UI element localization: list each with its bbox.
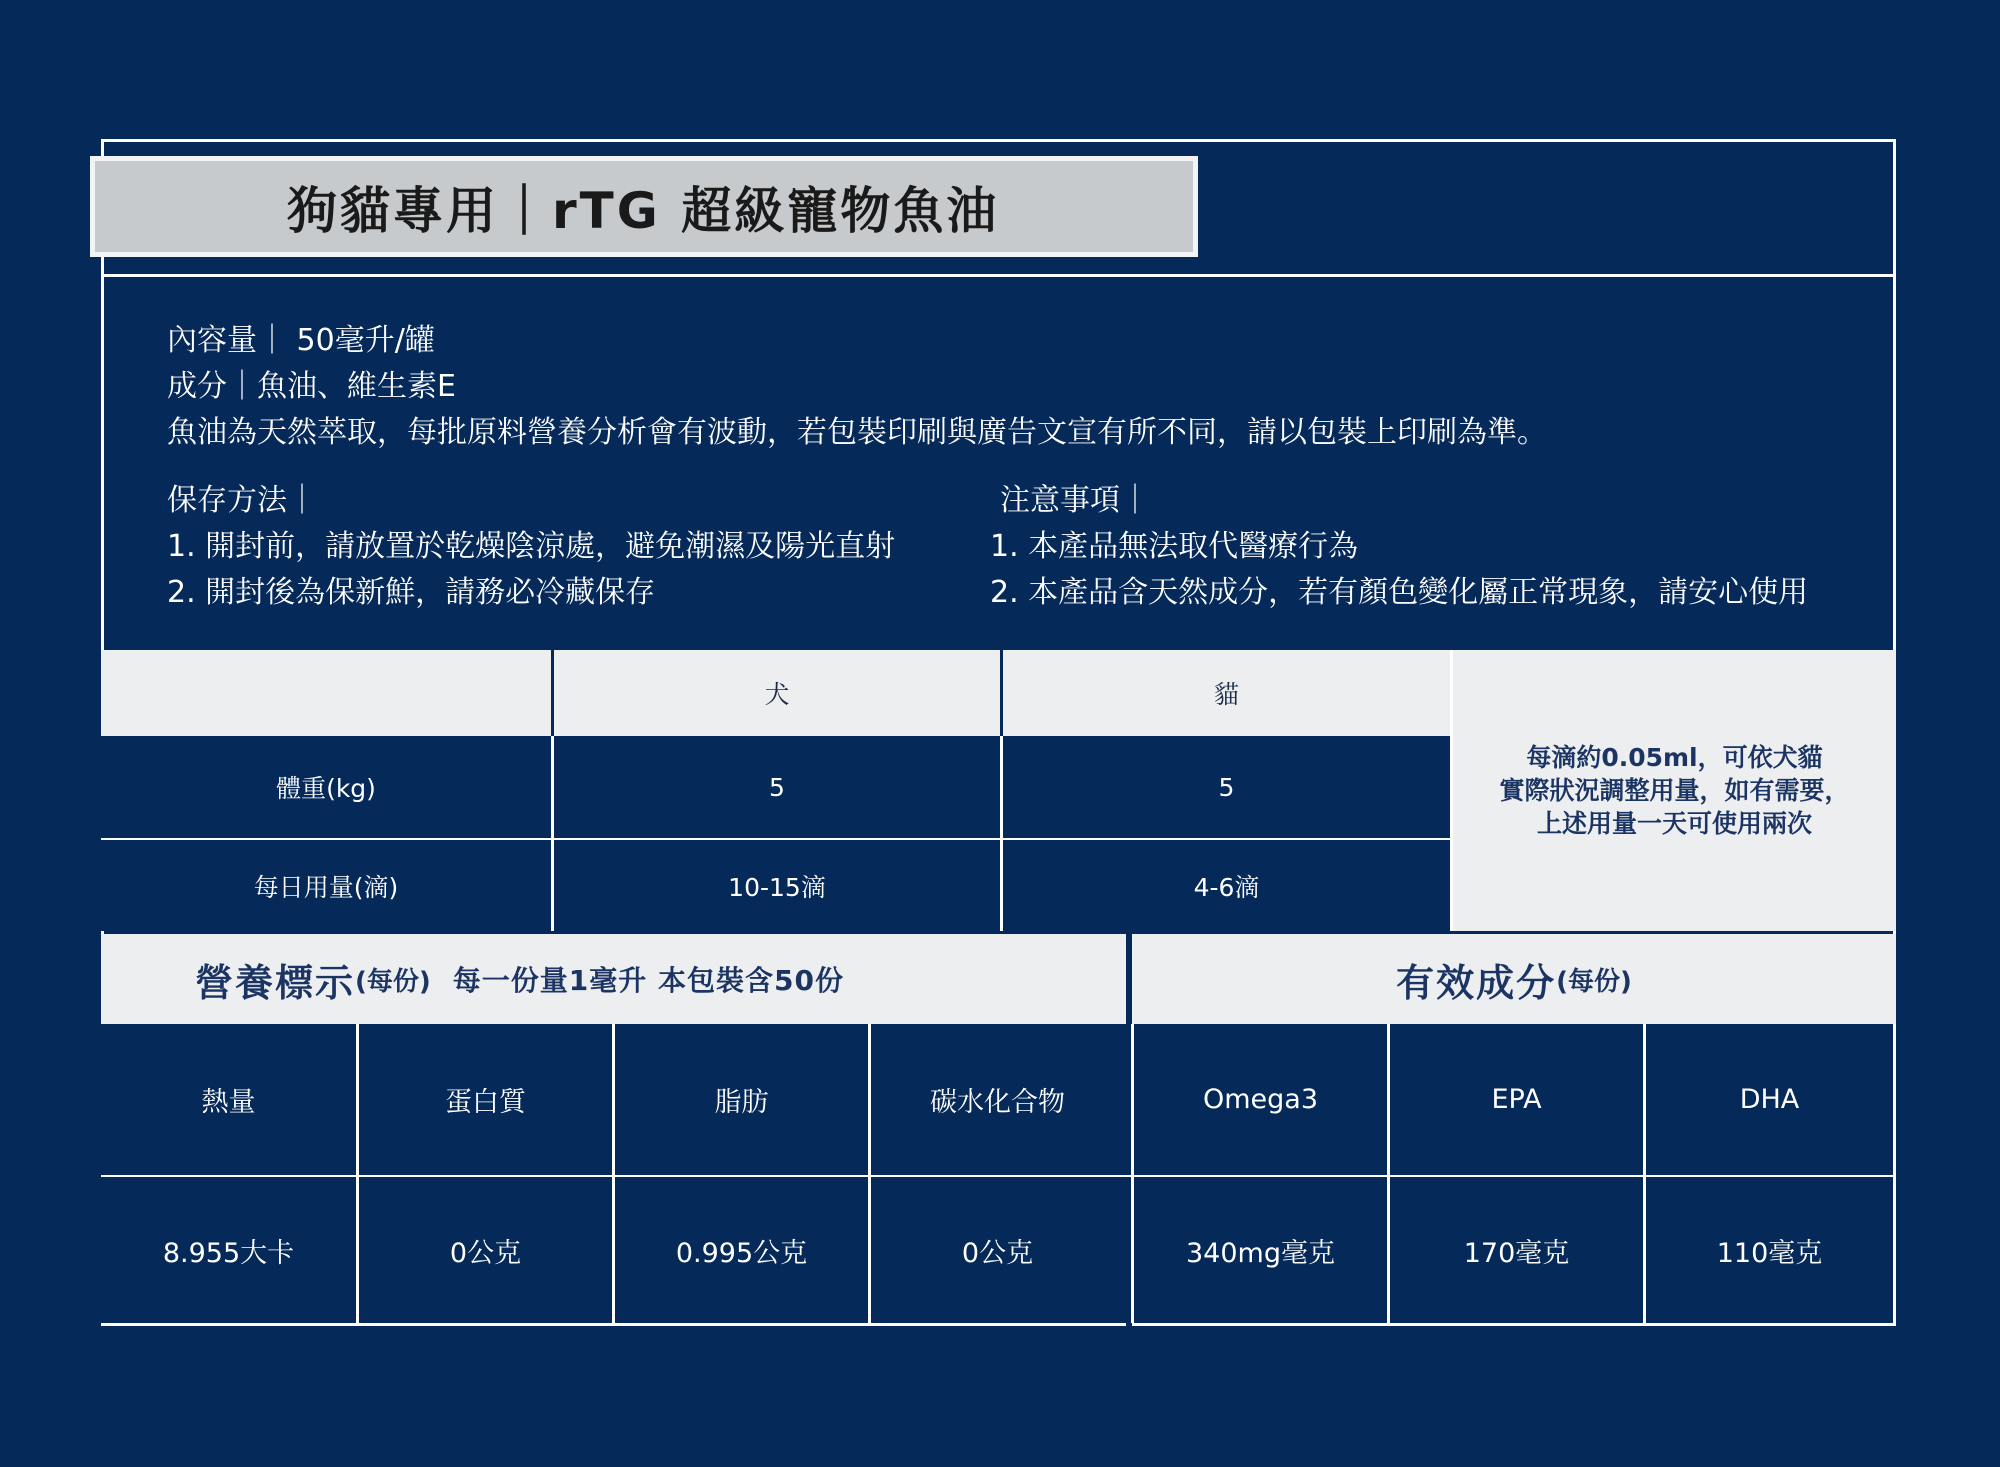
usage-note-line: 每滴約0.05ml，可依犬貓 bbox=[1526, 743, 1823, 772]
nutrition-per: (每份) bbox=[355, 966, 431, 997]
active-header-cell: EPA bbox=[1387, 1024, 1643, 1175]
usage-note-line: 實際狀況調整用量，如有需要， bbox=[1499, 776, 1850, 805]
capacity-text: 內容量｜ 50毫升/罐 bbox=[167, 323, 435, 358]
nutrition-header-cell: 碳水化合物 bbox=[868, 1024, 1124, 1175]
ingredients-text: 成分｜魚油、維生素E bbox=[167, 369, 456, 404]
nutrition-header-cell: 蛋白質 bbox=[356, 1024, 612, 1175]
active-per: (每份) bbox=[1556, 966, 1632, 997]
nutrition-value-cell: 0公克 bbox=[868, 1177, 1124, 1323]
disclaimer-text: 魚油為天然萃取，每批原料營養分析會有波動，若包裝印刷與廣告文宣有所不同，請以包裝上印刷為準。 bbox=[167, 415, 1547, 450]
bottom-row-divider bbox=[101, 1175, 1896, 1177]
storage-item: 2. 開封後為保新鮮，請務必冷藏保存 bbox=[167, 575, 656, 610]
usage-cell: 5 bbox=[1000, 736, 1450, 838]
nutrition-header-cell: 脂肪 bbox=[612, 1024, 868, 1175]
usage-header-cat: 貓 bbox=[1000, 650, 1450, 736]
active-value-cell: 340mg毫克 bbox=[1131, 1177, 1387, 1323]
usage-cell: 4-6滴 bbox=[1000, 840, 1450, 931]
usage-cell: 5 bbox=[551, 736, 1000, 838]
storage-heading: 保存方法｜ bbox=[167, 483, 317, 518]
nutrition-value-cell: 8.955大卡 bbox=[101, 1177, 356, 1323]
caution-heading: 注意事項｜ bbox=[1000, 483, 1150, 518]
nutrition-header bbox=[101, 934, 1127, 1024]
active-header bbox=[1132, 934, 1896, 1024]
usage-row-label: 每日用量(滴) bbox=[101, 840, 551, 931]
nutrition-title: 營養標示 bbox=[195, 960, 356, 1005]
usage-header-empty bbox=[101, 650, 551, 736]
usage-row-label: 體重(kg) bbox=[101, 736, 551, 838]
usage-cell: 10-15滴 bbox=[551, 840, 1000, 931]
nutrition-header-cell: 熱量 bbox=[101, 1024, 356, 1175]
caution-item: 2. 本產品含天然成分，若有顏色變化屬正常現象，請安心使用 bbox=[990, 575, 1809, 610]
storage-item: 1. 開封前，請放置於乾燥陰涼處，避免潮濕及陽光直射 bbox=[167, 529, 896, 564]
nutrition-value-cell: 0.995公克 bbox=[612, 1177, 868, 1323]
active-title: 有效成分 bbox=[1396, 960, 1557, 1005]
page-title: 狗貓專用｜rTG 超級寵物魚油 bbox=[90, 156, 1198, 257]
active-value-cell: 110毫克 bbox=[1643, 1177, 1893, 1323]
active-header-cell: Omega3 bbox=[1131, 1024, 1387, 1175]
active-value-cell: 170毫克 bbox=[1387, 1177, 1643, 1323]
caution-item: 1. 本產品無法取代醫療行為 bbox=[990, 529, 1359, 564]
usage-note-line: 上述用量一天可使用兩次 bbox=[1536, 809, 1812, 838]
nutrition-serving: 每一份量1毫升 本包裝含50份 bbox=[452, 964, 844, 997]
usage-note bbox=[1450, 650, 1896, 931]
title-divider bbox=[101, 274, 1896, 277]
nutrition-value-cell: 0公克 bbox=[356, 1177, 612, 1323]
usage-header-dog: 犬 bbox=[551, 650, 1000, 736]
active-header-cell: DHA bbox=[1643, 1024, 1893, 1175]
